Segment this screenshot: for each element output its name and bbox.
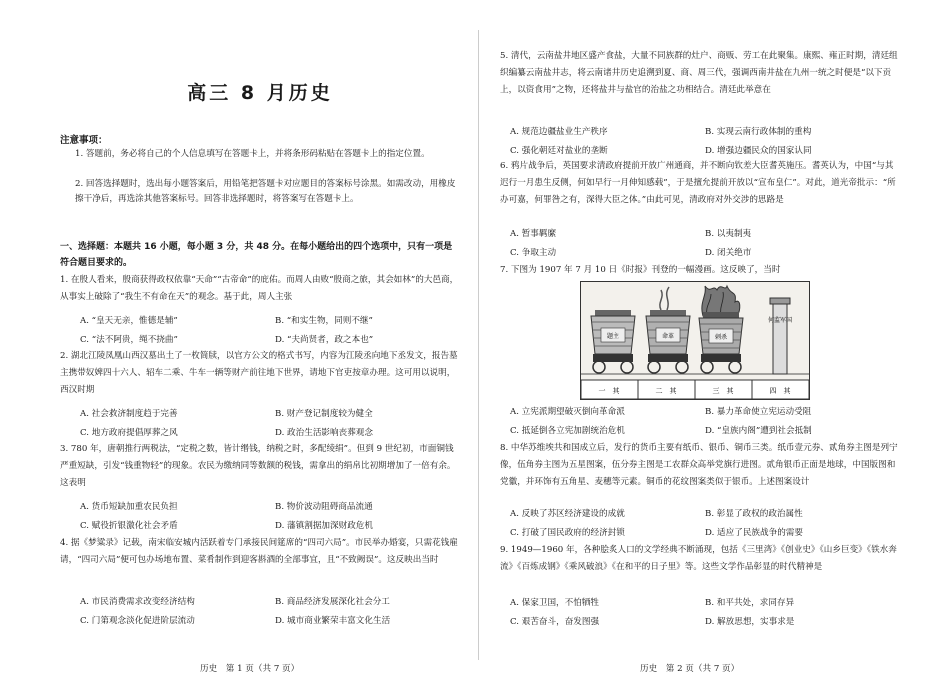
question-4-option-a: A. 市民消费需求改变经济结构 <box>80 597 195 607</box>
question-5-option-d: D. 增强边疆民众的国家认同 <box>705 146 812 156</box>
question-8-option-d: D. 适应了民族战争的需要 <box>705 528 803 538</box>
question-4-option-b: B. 商品经济发展深化社会分工 <box>275 597 390 607</box>
question-1-option-d: D. “夫尚贤者，政之本也” <box>275 335 374 345</box>
question-6-option-b: B. 以夷制夷 <box>705 229 752 239</box>
question-7-option-a: A. 立宪派期望破灭倒向革命派 <box>510 407 625 417</box>
panel-label-1: 一 其 <box>598 387 620 395</box>
question-2-stem: 2. 湖北江陵凤凰山西汉墓出土了一枚简牍，以官方公文的格式书写，内容为江陵丞向地下丞发文，报告墓主携带奴婢四十六人、轺车二乘、牛车一辆等财产前往地下世界，请地下官吏按章办理。这可用以说明，西汉时期 <box>60 351 458 395</box>
question-8-option-b: B. 彰显了政权的政治属性 <box>705 509 803 519</box>
panel-label-4: 四 其 <box>769 387 791 395</box>
page-footer: 历史 第 2 页（共 7 页） <box>640 664 740 674</box>
question-9-option-b: B. 和平共处，求同存异 <box>705 598 795 608</box>
question-2-option-d: D. 政治生活影响丧葬观念 <box>275 428 373 438</box>
notice-item: 2. 回答选择题时，选出每小题答案后，用铅笔把答题卡对应题目的答案标号涂黑。如需改动，用橡皮擦干净后，再选涂其他答案标号。回答非选择题时，将答案写在答题卡上。 <box>75 179 456 204</box>
panel-label-3: 三 其 <box>712 387 734 395</box>
question-1-stem: 1. 在殷人看来，殷商获得政权依靠“天命”“古帝命”的庇佑。而周人由败“殷商之旅，其会如林”的大邑商，从事实上破除了“我生不有命在天”的观念。基于此，周人主张 <box>60 275 459 302</box>
question-8-stem: 8. 中华苏维埃共和国成立后，发行的货币主要有纸币、银币、铜币三类。纸币壹元券、贰角券主图是列宁像，伍角券主图为五星图案，伍分券主图是工农群众高举党旗行进图。贰角银币正面是地球，中国版图和党徽，并环饰有五角星、麦穗等元素。铜币的花纹图案类似于银币。上述图案设计 <box>500 443 898 487</box>
question-4-stem: 4. 据《梦粱录》记载，南宋临安城内活跃着专门承接民间筵席的“四司六局”。市民举办婚宴，只需花钱雇请，“四司六局”便可包办场地布置、菜肴制作到迎客斟酒的全部事宜，且“不致阙误”。这反映出当时 <box>60 538 458 565</box>
question-9-option-d: D. 解放思想，实事求是 <box>705 617 795 627</box>
question-7-option-b: B. 暴力革命使立宪运动受阻 <box>705 407 812 417</box>
question-6-option-c: C. 争取主动 <box>510 248 557 258</box>
pot-1-text: 题主 <box>606 333 620 340</box>
cartoon-drawing <box>581 282 809 399</box>
question-2-option-a: A. 社会救济制度趋于完善 <box>80 409 178 419</box>
pot-2 <box>646 287 690 373</box>
pot-3-text: 刺杀 <box>714 334 728 341</box>
question-4-option-c: C. 门第观念淡化促进阶层流动 <box>80 616 195 626</box>
cartoon-image <box>580 281 810 400</box>
exam-title: 高三 8 月历史 <box>187 82 333 104</box>
question-4-option-d: D. 城市商业繁荣丰富文化生活 <box>275 616 391 626</box>
question-5-option-a: A. 规范边疆盐业生产秩序 <box>510 127 608 137</box>
question-3-option-d: D. 藩镇割据加深财政危机 <box>275 521 373 531</box>
page-1 <box>60 0 460 688</box>
question-6-option-d: D. 闭关绝市 <box>705 248 752 258</box>
question-5-stem: 5. 清代，云南盐井地区盛产食盐，大量不同族群的灶户、商贩、劳工在此聚集。康熙、雍正时期，清廷组织编纂云南盐井志，将云南诸井历史追溯到夏、商、周三代，强调西南井盐在九州一统之时便是“以下贡上，以资食用”之物，还将盐井与盐官的治盐之功相结合。清廷此举意在 <box>500 51 898 95</box>
question-3-option-a: A. 货币短缺加重农民负担 <box>80 502 178 512</box>
question-3-option-c: C. 赋役折银激化社会矛盾 <box>80 521 178 531</box>
question-9-stem: 9. 1949—1960 年，各种脍炙人口的文学经典不断涌现，包括《三里湾》《创业史》《山乡巨变》《铁水奔流》《百炼成钢》《乘风破浪》《在和平的日子里》等。这些文学作品彰显的时代精神是 <box>500 545 897 572</box>
question-6-option-a: A. 暂事羁縻 <box>510 229 557 239</box>
signpost <box>768 298 792 374</box>
question-5-option-c: C. 强化朝廷对盐业的垄断 <box>510 146 608 156</box>
question-9-option-a: A. 保家卫国，不怕牺牲 <box>510 598 600 608</box>
notice-heading: 注意事项： <box>60 135 108 146</box>
question-5-option-b: B. 实现云南行政体制的重构 <box>705 127 812 137</box>
question-3-stem: 3. 780 年，唐朝推行两税法，“定税之数，皆计缗钱，纳税之时，多配绫绢”。但到 9 世纪初，市面铜钱严重短缺，引发“钱重物轻”的现象。农民为缴纳同等数额的税钱，需拿出的绢帛比初期增加了一倍有余。这表明 <box>60 444 456 488</box>
question-8-option-a: A. 反映了苏区经济建设的成就 <box>510 509 625 519</box>
question-9-option-c: C. 艰苦奋斗，奋发图强 <box>510 617 600 627</box>
pot-1 <box>591 310 635 373</box>
question-2-option-b: B. 财产登记制度较为健全 <box>275 409 373 419</box>
question-7-option-c: C. 抵延倒各立宪加剧统治危机 <box>510 426 625 436</box>
question-3-option-b: B. 物价波动阻碍商品流通 <box>275 502 373 512</box>
question-7-stem: 7. 下图为 1907 年 7 月 10 日《时报》刊登的一幅漫画。这反映了，当时 <box>500 265 781 275</box>
pot-3 <box>699 286 743 373</box>
page-footer: 历史 第 1 页（共 7 页） <box>200 664 300 674</box>
post-text: 何监军国 <box>767 317 793 324</box>
panel-label-2: 二 其 <box>655 387 677 395</box>
question-6-stem: 6. 鸦片战争后，英国要求清政府提前开放广州通商，并不断向钦差大臣耆英施压。耆英认为，中国“与其迟行一月患生反侧，何如早行一月伸知感载”，于是擅允提前开放以“宣布皇仁”。对此，道光帝批示：“所办可嘉，何罪咎之有，深得大臣之体。”由此可见，清政府对外交涉的思路是 <box>500 161 896 205</box>
question-1-option-b: B. “和实生物，同则不继” <box>275 316 373 326</box>
section-heading: 一、选择题：本题共 16 小题，每小题 3 分，共 48 分。在每小题给出的四个选项中，只有一项是符合题目要求的。 <box>60 242 453 268</box>
question-2-option-c: C. 地方政府提倡厚葬之风 <box>80 428 178 438</box>
question-1-option-c: C. “法不阿贵，绳不挠曲” <box>80 335 178 345</box>
question-1-option-a: A. “皇天无亲，惟德是辅” <box>80 316 178 326</box>
question-8-option-c: C. 打破了国民政府的经济封锁 <box>510 528 625 538</box>
question-7-option-d: D. “皇族内阁”遭到社会抵制 <box>705 426 812 436</box>
page-divider <box>478 30 479 660</box>
notice-item: 1. 答题前，务必将自己的个人信息填写在答题卡上，并将条形码粘贴在答题卡上的指定位置。 <box>75 149 430 159</box>
pot-2-text: 命革 <box>661 333 675 340</box>
